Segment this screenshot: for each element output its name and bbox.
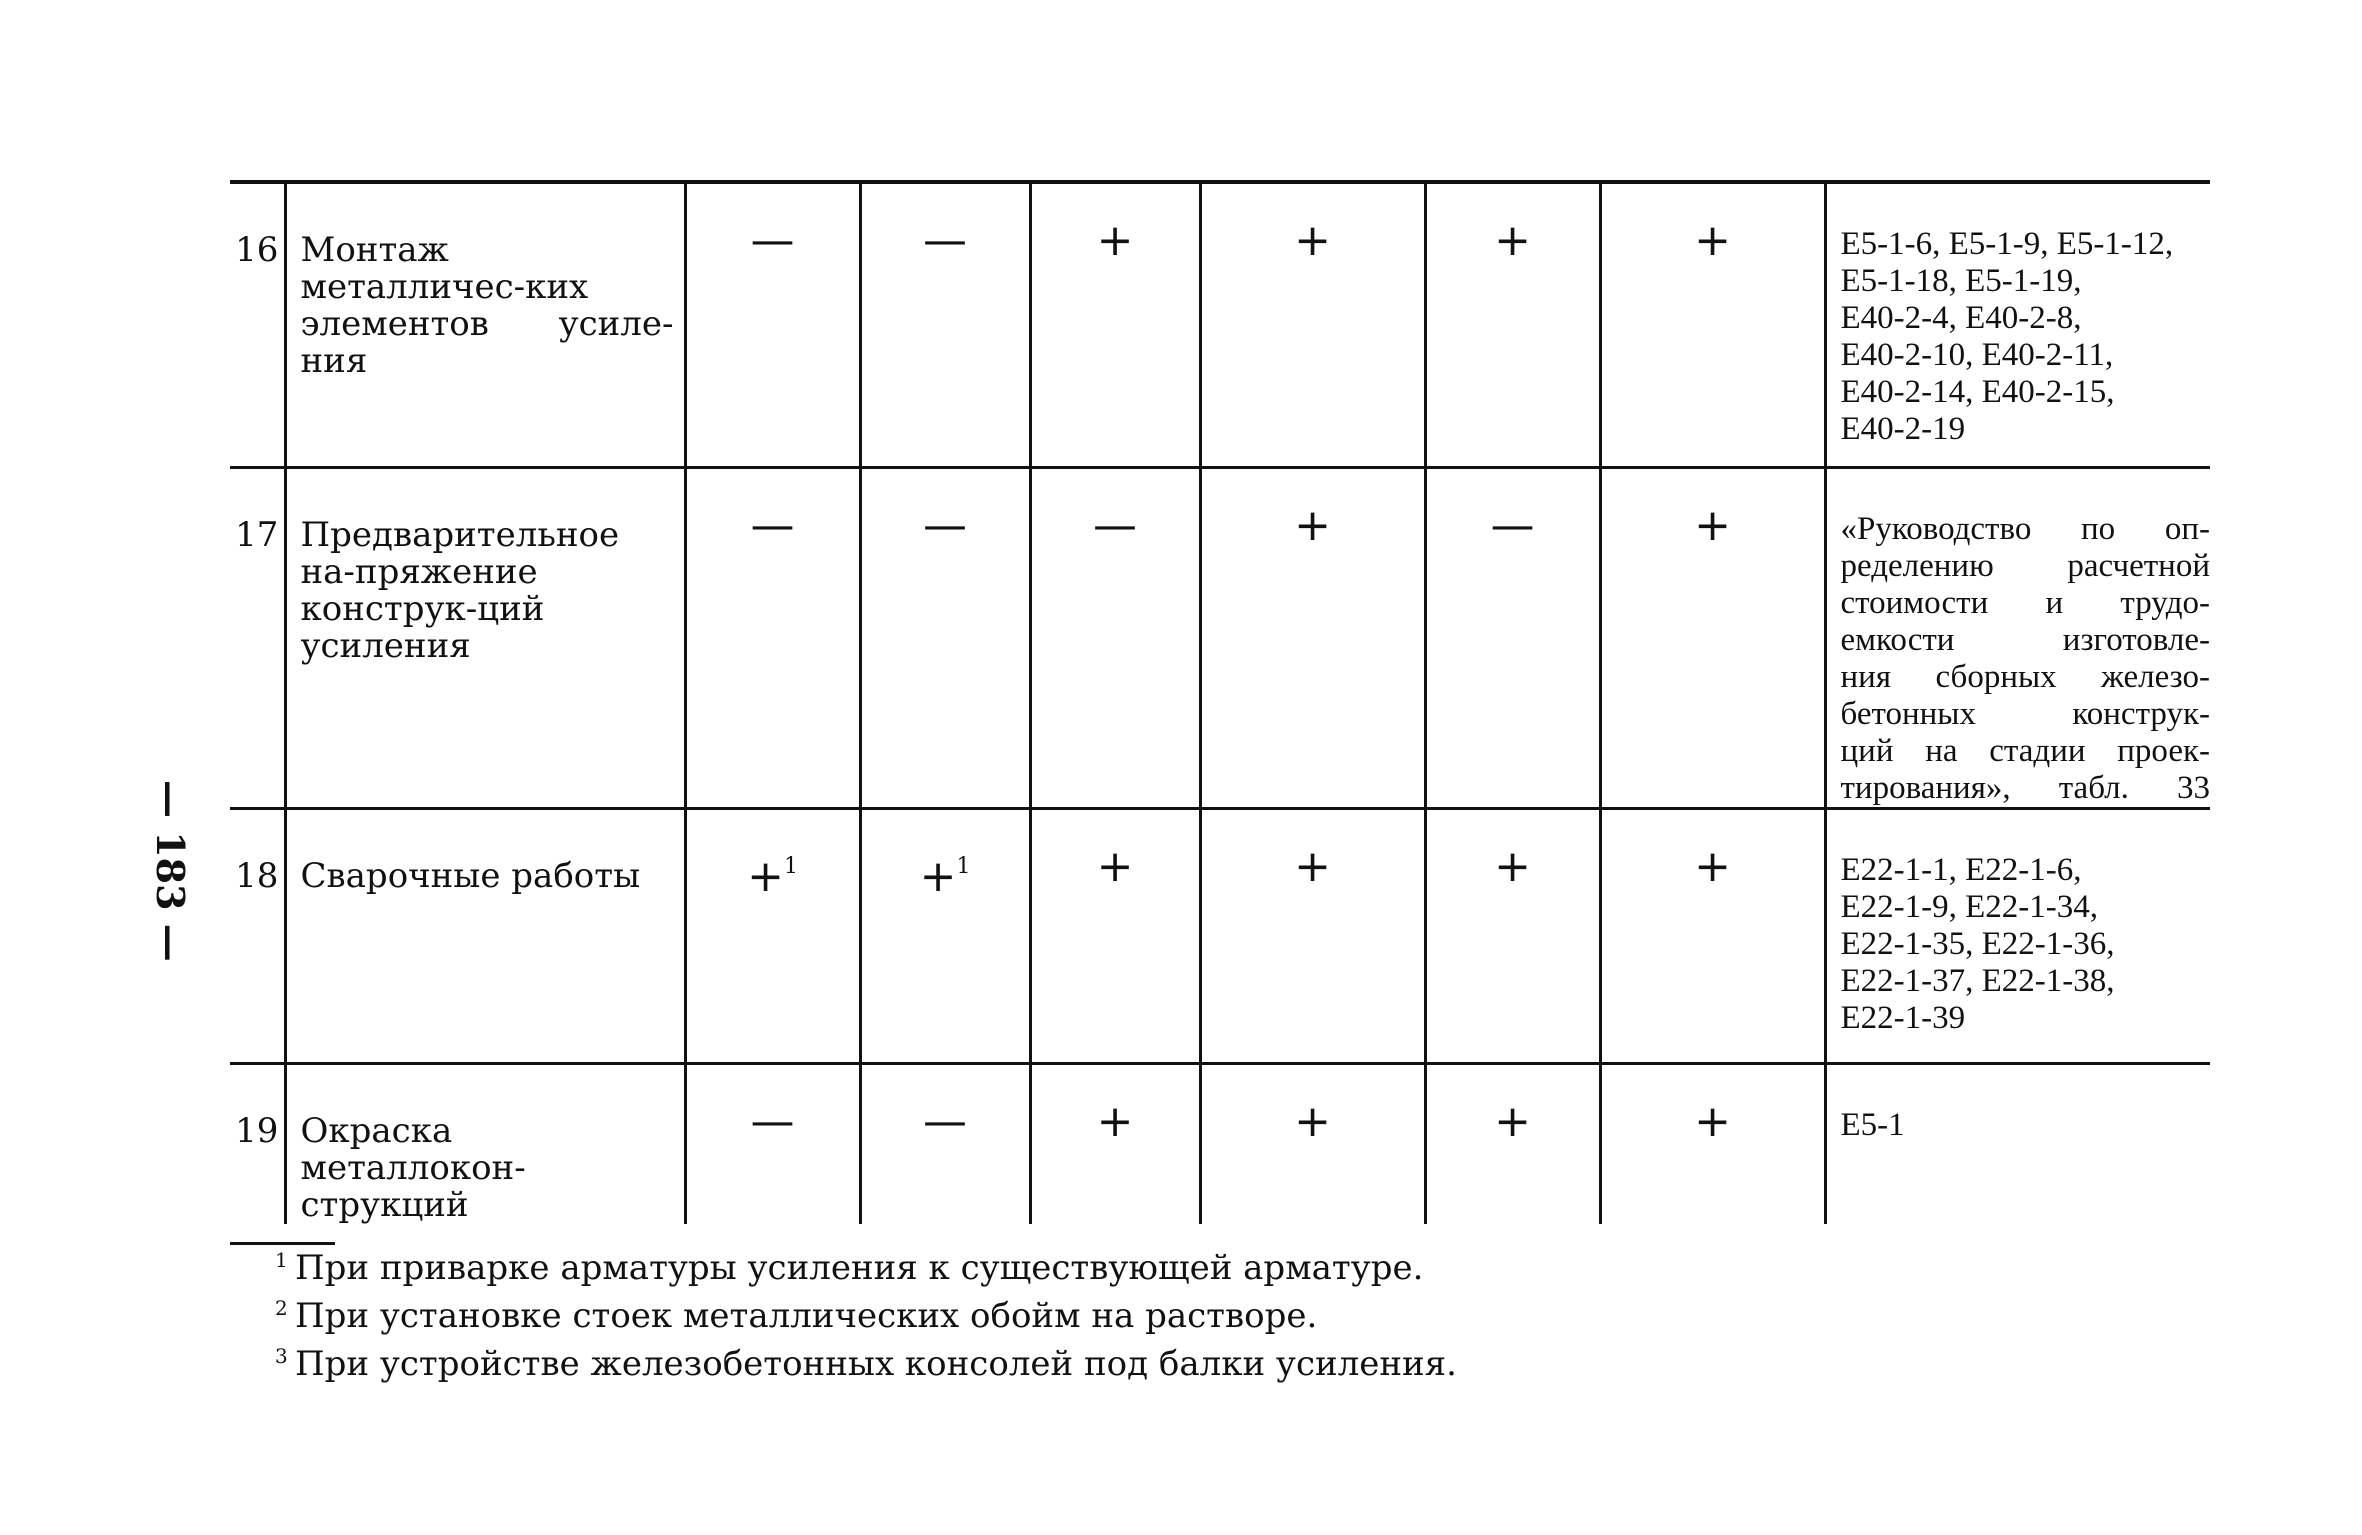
norm-line: Е5-1 — [1840, 1106, 1905, 1143]
row-number: 18 — [235, 855, 279, 896]
work-name: Сварочные работы — [285, 808, 685, 1063]
applicability-mark: — — [860, 1063, 1030, 1224]
table-row — [230, 1063, 2210, 1224]
applicability-mark: — — [860, 467, 1030, 808]
norm-line: Е22-1-9, Е22-1-34, — [1840, 888, 2099, 925]
applicability-mark: + — [1600, 808, 1825, 1063]
norm-line: ределению расчетной — [1840, 547, 2210, 584]
applicability-mark: — — [1425, 467, 1600, 808]
applicability-mark: + — [1030, 182, 1200, 467]
norm-line: Е5-1-18, Е5-1-19, — [1840, 263, 2082, 299]
norm-line: Е40-2-19 — [1840, 411, 1966, 447]
norm-references — [1825, 1063, 2210, 1224]
applicability-mark: + — [1030, 1063, 1200, 1224]
norm-line: Е40-2-10, Е40-2-11, — [1840, 337, 2114, 373]
norm-line: «Руководство по оп- — [1840, 510, 2210, 547]
applicability-mark: + — [1600, 1063, 1825, 1224]
applicability-mark: + — [1600, 467, 1825, 808]
applicability-mark: + — [1200, 808, 1425, 1063]
norm-line: Е40-2-4, Е40-2-8, — [1840, 300, 2082, 336]
work-name: Окраска металлокон-струкций — [285, 1063, 685, 1224]
footnote-mark: 3 — [275, 1344, 288, 1368]
row-number: 17 — [235, 514, 279, 555]
norm-line: Е22-1-1, Е22-1-6, — [1840, 851, 2082, 888]
norm-references — [1825, 182, 2210, 467]
footnote-ref: 1 — [956, 853, 971, 879]
norm-line: бетонных конструк- — [1840, 695, 2210, 732]
norm-line: емкости изготовле- — [1840, 621, 2210, 658]
applicability-mark: + — [1030, 808, 1200, 1063]
applicability-mark: — — [685, 1063, 860, 1224]
works-table — [230, 180, 2210, 1224]
footnote — [275, 1244, 1595, 1292]
applicability-mark: + — [1200, 1063, 1425, 1224]
applicability-mark: + — [1425, 1063, 1600, 1224]
footnote-text: При установке стоек металлических обойм на растворе. — [295, 1296, 1318, 1336]
applicability-mark: + — [1425, 182, 1600, 467]
norm-line: Е22-1-35, Е22-1-36, — [1840, 925, 2115, 962]
norm-line: Е22-1-37, Е22-1-38, — [1840, 962, 2115, 999]
work-name: Монтаж металличес-ких элементов усиле-ния — [285, 182, 685, 467]
applicability-mark: + — [1600, 182, 1825, 467]
row-number: 19 — [235, 1110, 279, 1151]
applicability-mark: — — [860, 182, 1030, 467]
norm-line: Е40-2-14, Е40-2-15, — [1840, 374, 2115, 410]
applicability-mark: + — [1200, 182, 1425, 467]
norm-references — [1825, 808, 2210, 1063]
footnote — [275, 1340, 1595, 1388]
footnote-ref: 1 — [783, 853, 798, 879]
applicability-mark: — — [1030, 467, 1200, 808]
footnote-text: При устройстве железобетонных консолей под балки усиления. — [295, 1344, 1457, 1384]
applicability-mark: + — [1425, 808, 1600, 1063]
norm-line: ций на стадии проек- — [1840, 732, 2210, 769]
applicability-mark: + — [1200, 467, 1425, 808]
footnote-mark: 1 — [275, 1248, 288, 1272]
page-number: — 183 — — [148, 780, 193, 962]
applicability-mark: +$^1$ — [685, 808, 860, 1063]
table-row — [230, 182, 2210, 467]
norm-line: стоимости и трудо- — [1840, 584, 2210, 621]
footnote-mark: 2 — [275, 1296, 288, 1320]
table-row — [230, 808, 2210, 1063]
norm-line: ния сборных железо- — [1840, 658, 2210, 695]
norm-line: Е22-1-39 — [1840, 999, 1966, 1036]
row-number: 16 — [235, 230, 279, 270]
footnote — [275, 1292, 1595, 1340]
work-name: Предварительное на-пряжение конструк-ций усиления — [285, 467, 685, 808]
norm-line: тирования», табл. 33 — [1840, 769, 2210, 806]
norm-references — [1825, 467, 2210, 808]
applicability-mark: — — [685, 182, 860, 467]
footnotes — [275, 1244, 1595, 1388]
applicability-mark: +$^1$ — [860, 808, 1030, 1063]
norm-line: Е5-1-6, Е5-1-9, Е5-1-12, — [1840, 226, 2174, 262]
table-row — [230, 467, 2210, 808]
applicability-mark: — — [685, 467, 860, 808]
footnote-text: При приварке арматуры усиления к существующей арматуре. — [295, 1248, 1424, 1288]
